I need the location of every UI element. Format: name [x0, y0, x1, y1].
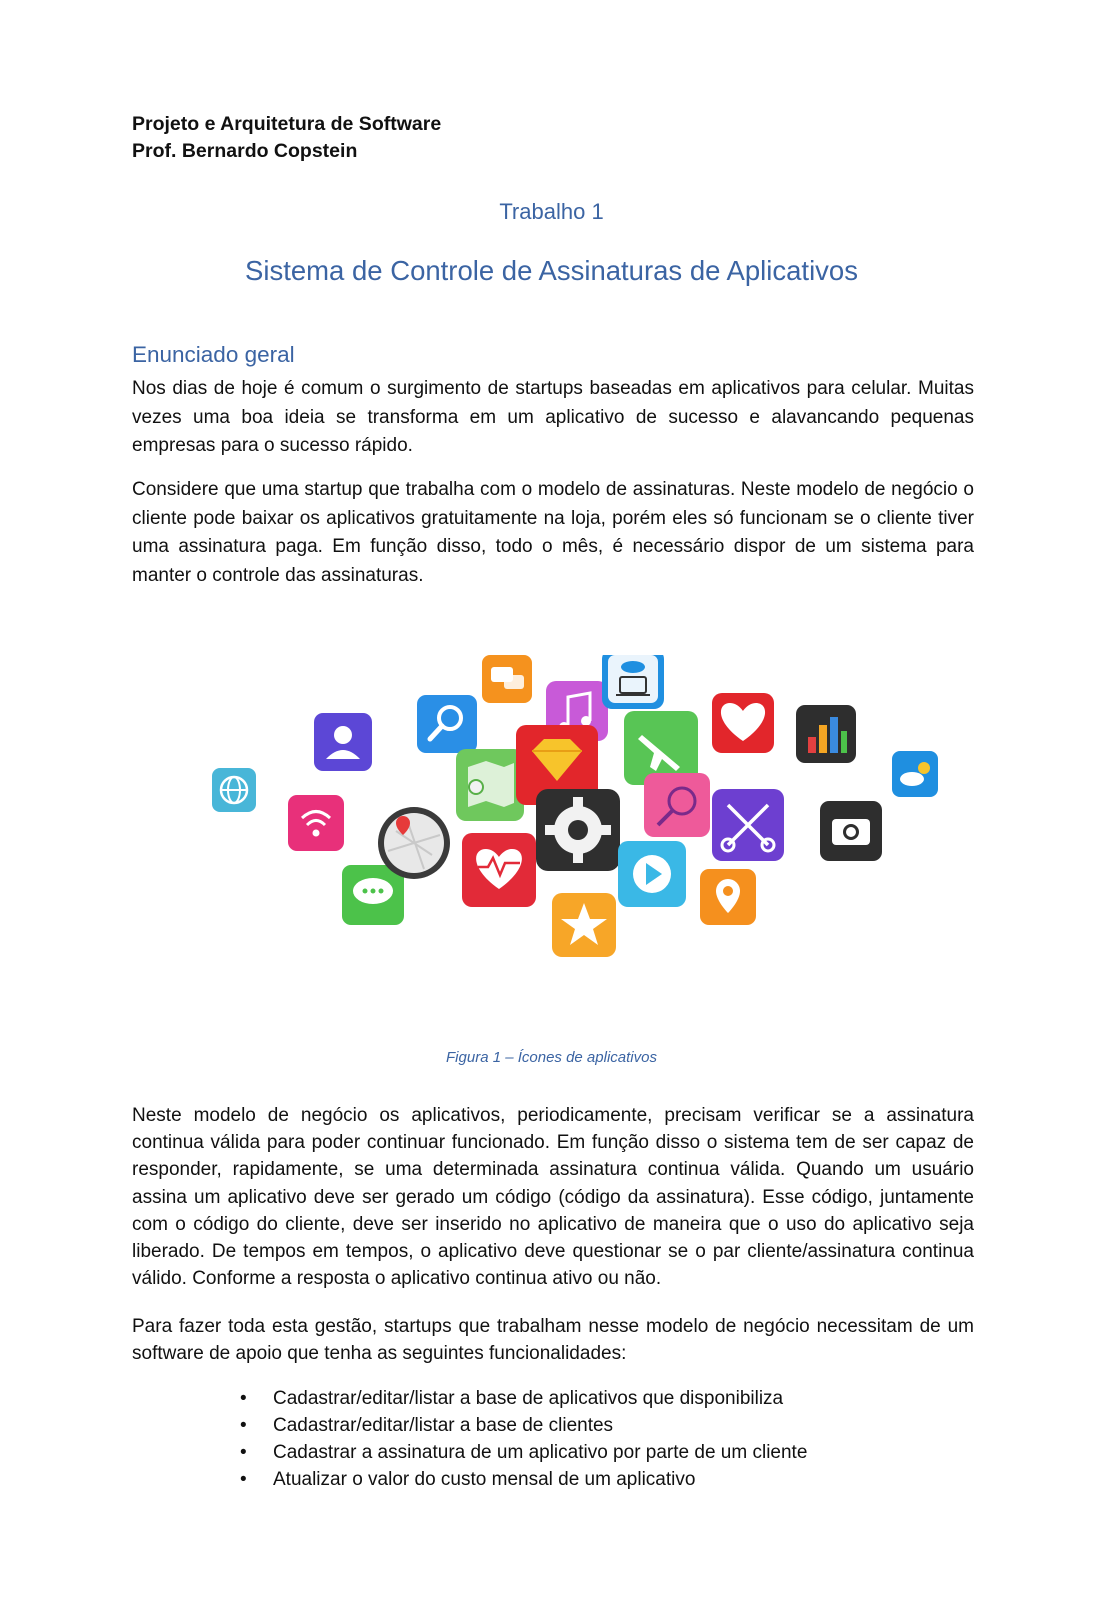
paragraph-1: Nos dias de hoje é comum o surgimento de startups baseadas em aplicativos para celular. Muitas vezes uma boa ideia se transforma em um aplicativo de sucesso e alavancando pequenas empresas para o sucesso rápido.	[132, 378, 974, 456]
wifi-icon	[288, 795, 344, 851]
figure-caption: Figura 1 – Ícones de aplicativos	[446, 1049, 657, 1066]
professor-name: Prof. Bernardo Copstein	[132, 140, 358, 162]
bar-chart-icon	[796, 705, 856, 763]
weather-icon	[892, 751, 938, 797]
scissors-icon	[712, 789, 784, 861]
list-item: • Cadastrar/editar/listar a base de clientes	[236, 1412, 807, 1439]
course-name: Projeto e Arquitetura de Software	[132, 113, 442, 135]
document-title: Sistema de Controle de Assinaturas de Aplicativos	[245, 255, 858, 286]
map-pin-icon	[378, 807, 450, 879]
assignment-subtitle: Trabalho 1	[499, 199, 604, 224]
list-item: • Atualizar o valor do custo mensal de um aplicativo	[236, 1466, 807, 1493]
app-icons-figure	[210, 655, 970, 995]
document-header	[132, 111, 441, 165]
paragraph-4: Para fazer toda esta gestão, startups que trabalham nesse modelo de negócio necessitam de um software de apoio que tenha as seguintes funcionalidades:	[132, 1316, 974, 1364]
play-icon	[618, 841, 686, 907]
chat-icon	[342, 865, 404, 925]
heartbeat-icon	[462, 833, 536, 907]
user-icon	[314, 713, 372, 771]
pink-search-icon	[644, 773, 710, 837]
list-item: • Cadastrar/editar/listar a base de aplicativos que disponibiliza	[236, 1385, 807, 1412]
globe-icon	[212, 768, 256, 812]
search-icon	[417, 695, 477, 753]
camera-icon	[820, 801, 882, 861]
paragraph-3: Neste modelo de negócio os aplicativos, periodicamente, precisam verificar se a assinatura continua válida para poder continuar funcionado. Em função disso o sistema tem de ser capaz de responder, rapidamente, se uma determinada assinatura continua válida. Quando um usuário assina um aplicativo deve ser gerado um código (código da assinatura). Esse código, juntamente com o código do cliente, deve ser inserido no aplicativo de maneira que o uso do aplicativo seja liberado. De tempos em tempos, o aplicativo deve questionar se o par cliente/assinatura continua válido. Conforme a resposta o aplicativo continua ativo ou não.	[132, 1105, 974, 1290]
location-pin-icon	[700, 869, 756, 925]
feature-list	[236, 1385, 807, 1493]
star-icon	[552, 893, 616, 957]
paragraph-2: Considere que uma startup que trabalha com o modelo de assinaturas. Neste modelo de negócio o cliente pode baixar os aplicativos gratuitamente na loja, porém eles só funcionam se o cliente tiver uma assinatura paga. Em função disso, todo o mês, é necessário dispor de um sistema para manter o controle das assinaturas.	[132, 479, 974, 586]
speech-bubbles-icon	[482, 655, 532, 703]
section-heading: Enunciado geral	[132, 342, 295, 367]
map-icon	[456, 749, 524, 821]
cloud-devices-icon	[602, 655, 664, 709]
settings-gear-icon	[536, 789, 620, 871]
list-item: • Cadastrar a assinatura de um aplicativo por parte de um cliente	[236, 1439, 807, 1466]
heart-icon	[712, 693, 774, 753]
